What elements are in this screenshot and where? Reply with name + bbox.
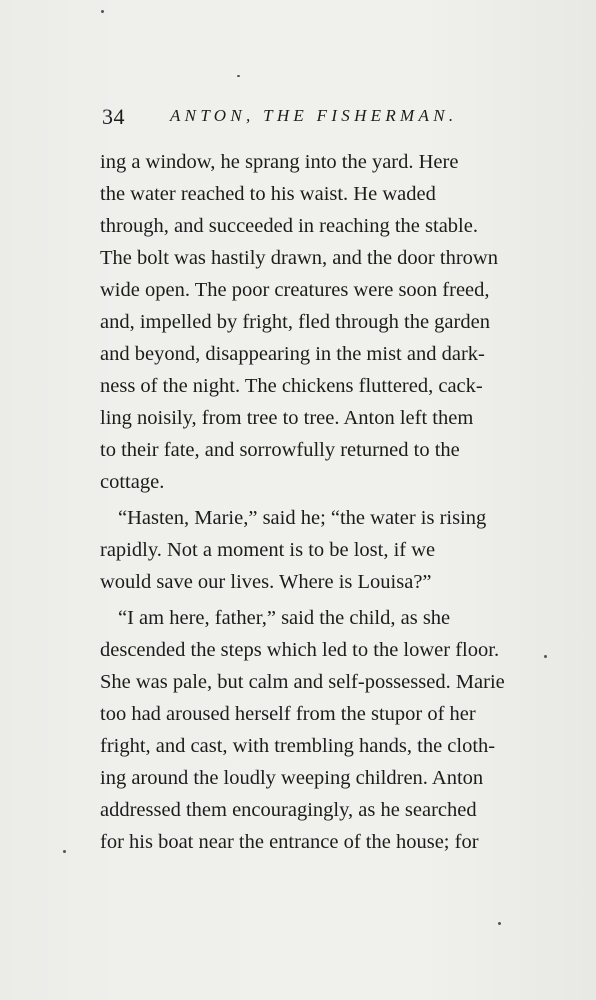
text-line: descended the steps which led to the lower floor. <box>100 639 500 661</box>
text-line: and beyond, disappearing in the mist and dark- <box>100 343 485 365</box>
text-line: would save our lives. Where is Louisa?” <box>100 571 432 593</box>
text-line: ing a window, he sprang into the yard. Here <box>100 151 459 173</box>
running-title: ANTON, THE FISHERMAN. <box>170 106 458 125</box>
text-line: for his boat near the entrance of the house; for <box>100 831 479 853</box>
text-line: through, and succeeded in reaching the stable. <box>100 215 478 237</box>
text-line: the water reached to his waist. He waded <box>100 183 436 205</box>
page-speck <box>544 655 547 658</box>
text-line: “Hasten, Marie,” said he; “the water is rising <box>118 507 487 529</box>
text-line: ing around the loudly weeping children. Anton <box>100 767 484 789</box>
page-speck <box>237 75 240 77</box>
text-line: She was pale, but calm and self-possessed. Marie <box>100 671 505 693</box>
page-speck <box>498 922 501 925</box>
text-line: and, impelled by fright, fled through the garden <box>100 311 490 333</box>
page-speck <box>63 850 66 853</box>
text-line: ling noisily, from tree to tree. Anton left them <box>100 407 474 429</box>
text-line: fright, and cast, with trembling hands, the cloth- <box>100 735 496 757</box>
text-line: to their fate, and sorrowfully returned to the <box>100 439 460 461</box>
text-line: rapidly. Not a moment is to be lost, if we <box>100 539 436 561</box>
text-line: ness of the night. The chickens fluttered, cack- <box>100 375 483 397</box>
text-line: The bolt was hastily drawn, and the door thrown <box>100 247 498 269</box>
page-header <box>98 104 544 130</box>
text-line: too had aroused herself from the stupor of her <box>100 703 476 725</box>
text-line: “I am here, father,” said the child, as she <box>118 607 451 629</box>
page-speck <box>101 10 104 13</box>
text-line: wide open. The poor creatures were soon freed, <box>100 279 490 301</box>
text-line: cottage. <box>100 471 165 493</box>
page-number: 34 <box>102 104 125 129</box>
text-line: addressed them encouragingly, as he searched <box>100 799 477 821</box>
